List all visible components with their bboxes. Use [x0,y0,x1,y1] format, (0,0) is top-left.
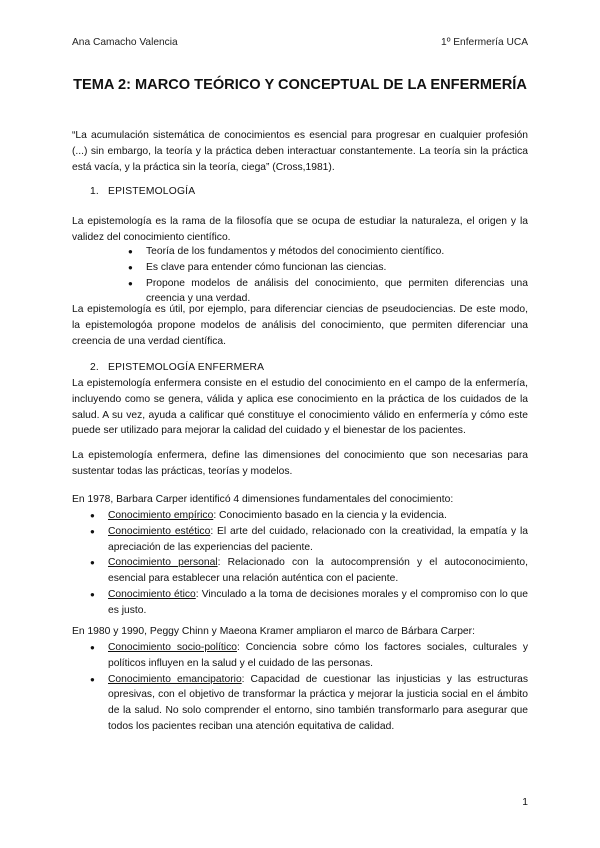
section-2-heading [90,360,264,376]
chinn-intro: En 1980 y 1990, Peggy Chinn y Maeona Kramer ampliaron el marco de Bárbara Carper: [72,626,475,637]
list-item [90,672,528,735]
dimension-description: : Capacidad de cuestionar las injusticias y las estructuras opresivas, con el objetivo de transformar la práctica y mejorar la justicia social en el ámbito de la salud. No solo comprender el entorno, sino también transformarlo para asegurar que todos los pacientes reciban una atención equitativa de calidad. [108,673,529,732]
list-item [90,555,528,587]
dimension-term: Conocimiento socio-político [108,642,237,653]
section-1-title: EPISTEMOLOGÍA [108,186,196,197]
section-2-paragraph-2: La epistemología enfermera, define las dimensiones del conocimiento que son necesarias para sustentar todas las prácticas, teorías y modelos. [72,450,528,477]
list-item [90,524,528,556]
list-item: ● Es clave para entender cómo funcionan las ciencias. [128,260,528,276]
dimension-term: Conocimiento estético [108,525,211,537]
list-item: ● Propone modelos de análisis del conocimiento, que permiten diferencias una creencia y una verdad. [128,276,528,308]
dimension-description: : Conciencia sobre cómo los factores sociales, culturales y políticos influyen en la salud y el cuidado de las personas. [108,642,528,669]
section-1-heading [90,184,195,200]
dimension-term: Conocimiento ético [108,588,196,600]
list-item: ● Teoría de los fundamentos y métodos del conocimiento científico. [128,244,528,260]
section-1-intro: La epistemología es la rama de la filosofía que se ocupa de estudiar la naturaleza, el origen y la validez del conocimiento científico. [72,216,528,243]
list-item [90,587,528,619]
carper-intro: En 1978, Barbara Carper identificó 4 dimensiones fundamentales del conocimiento: [72,494,454,505]
opening-quote: “La acumulación sistemática de conocimientos es esencial para progresar en cualquier profesión (...) sin embargo, la teoría y la práctica deben interactuar constantemente. La teoría sin la práctica está vacía, y la práctica sin la teoría, ciega” (Cross,1981). [72,130,528,173]
dimension-description: : Vinculado a la toma de decisiones morales y el compromiso con lo que es justo. [108,588,528,616]
dimension-term: Conocimiento empírico [108,510,214,521]
section-2-title: EPISTEMOLOGÍA ENFERMERA [108,362,265,373]
dimension-description: : El arte del cuidado, relacionado con la creatividad, la empatía y la apreciación de las experiencias del paciente. [108,525,528,553]
header-course: 1º Enfermería UCA [441,37,528,48]
chinn-dimensions-list [90,640,528,735]
dimension-description: : Relacionado con la autocomprensión y el autoconocimiento, esencial para establecer una relación auténtica con el paciente. [108,557,528,585]
section-2-number: 2. [90,362,99,373]
page-title: TEMA 2: MARCO TEÓRICO Y CONCEPTUAL DE LA ENFERMERÍA [73,77,527,93]
dimension-description: : Conocimiento basado en la ciencia y la evidencia. [213,510,447,521]
section-1-bullet-list [128,244,528,307]
page-number: 1 [522,797,528,808]
list-item [90,508,528,524]
carper-dimensions-list [90,508,528,619]
dimension-term: Conocimiento personal [108,557,218,569]
list-item [90,640,528,672]
dimension-term: Conocimiento emancipatorio [108,673,242,685]
section-1-number: 1. [90,186,99,197]
section-1-outro: La epistemología es útil, por ejemplo, para diferenciar ciencias de pseudociencias. De este modo, la epistemologóa propone modelos de análisis del conocimiento, que permiten diferenciar una creencia de una verdad científica. [72,304,528,347]
section-2-paragraph-1: La epistemología enfermera consiste en el estudio del conocimiento en el campo de la enfermería, incluyendo como se genera, válida y aplica ese conocimiento en la práctica de los cuidados de la salud. A su vez, ayuda a calificar qué constituye el conocimiento válido en enfermería y cómo este puede ser utilizado para mejorar la calidad del cuidado y el bienestar de los pacientes. [72,378,528,437]
header-author: Ana Camacho Valencia [72,37,178,48]
